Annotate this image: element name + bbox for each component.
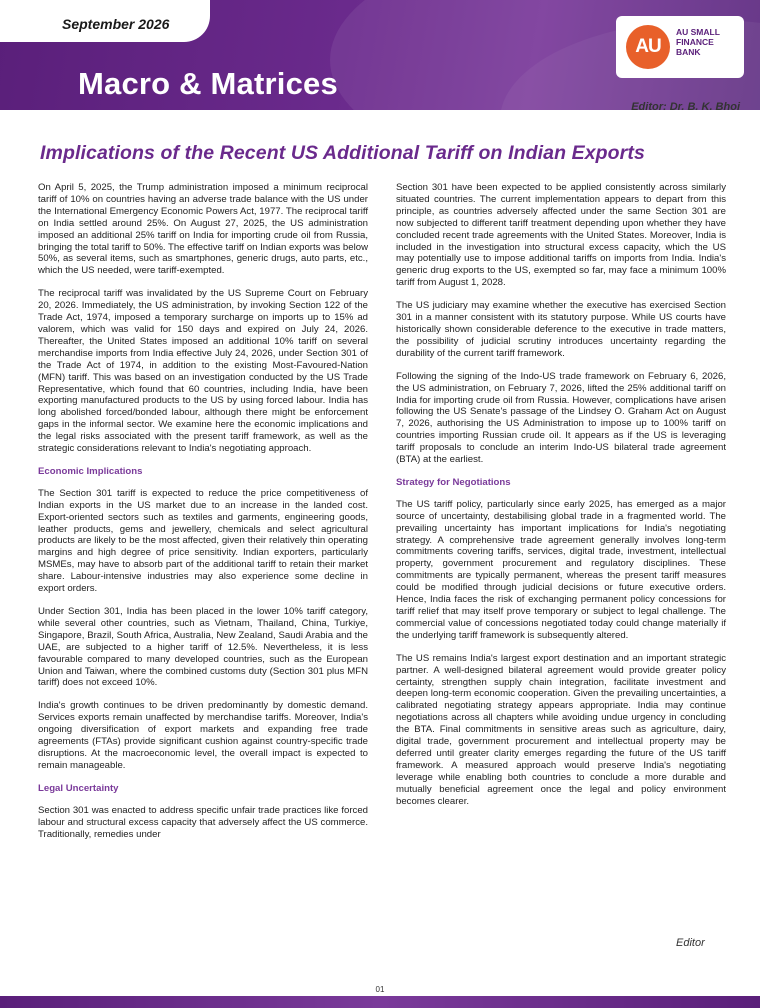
footer-bar [0, 996, 760, 1008]
editor-signature: Editor [676, 937, 705, 949]
paragraph: On April 5, 2025, the Trump administration imposed a minimum reciprocal tariff of 10% on countries having an adverse trade balance with the US under the International Emergency Economic Powers Act, 1977. The reciprocal tariff on India settled around 25%. On August 27, 2025, the US administration imposed an additional 25% tariff on India for importing crude oil from Russia, bringing the total tariff to 50%. The effective tariff on Indian exports was below 50%, as several items, such as smartphones, generic drugs, auto parts, etc., which the US needed, were tariff-exempted. [38, 182, 368, 277]
paragraph: The US tariff policy, particularly since early 2025, has emerged as a major source of uncertainty, destabilising global trade in a fragmented world. The prevailing uncertainty has important implications for India's negotiating strategy. A comprehensive trade agreement generally involves long-term commitments covering tariffs, services, digital trade, investment, intellectual property, government procurement and regulatory disciplines. These commitments are typically permanent, whereas the present tariff measures could be modified through judicial decisions or future executive orders. Hence, India faces the risk of exchanging permanent policy concessions for tariff relief that may itself prove temporary or subject to legal challenge. The commercial value of concessions negotiated today could change materially if the underlying tariff framework is subsequently altered. [396, 498, 726, 641]
section-heading-legal: Legal Uncertainty [38, 782, 119, 794]
paragraph: The reciprocal tariff was invalidated by the US Supreme Court on February 20, 2026. Immediately, the US administration, by invoking Section 122 of the Trade Act, 1974, imposed a temporary surcharge on imports up to 15% ad valorem, which was valid for 150 days and expired on July 24, 2026. Thereafter, the United States imposed an additional 10% tariff on several merchandise imports from India effective July 24, 2026, under Section 301 of the Trade Act of 1974, in addition to the existing Most-Favoured-Nation (MFN) tariff. This was based on an investigation conducted by the US Trade Representative, which found that 60 countries, including India, have been exporting manufactured products to the US by using forced labour. India has long abolished forced/bonded labour, although there might be enforcement gaps in the informal sector. We examine here the economic implications and the legal risks associated with the present tariff framework, as well as the strategic considerations relevant to India's negotiating approach. [38, 288, 368, 455]
editor-credit: Editor: Dr. B. K. Bhoi [631, 101, 740, 113]
logo-mark: AU [626, 25, 670, 69]
masthead [0, 0, 760, 110]
paragraph: The US judiciary may examine whether the executive has exercised Section 301 in a manner consistent with its statutory purpose. While US courts have historically shown considerable deference to the executive in trade matters, the possibility of judicial scrutiny introduces uncertainty regarding the durability of the current tariff framework. [396, 300, 726, 359]
paragraph: Under Section 301, India has been placed in the lower 10% tariff category, while several other countries, such as Vietnam, Thailand, China, Turkiye, Singapore, Brazil, South Africa, Australia, New Zealand, Saudi Arabia and the UAE, are subjected to a higher tariff of 12.5%. Nevertheless, it is less favourable compared to many developed countries, such as the European Union and Taiwan, where the combined customs duty (Section 301 plus MFN tariff) does not exceed 10%. [38, 606, 368, 689]
right-column [396, 182, 726, 819]
paragraph: Following the signing of the Indo-US trade framework on February 6, 2026, the US administration, on February 7, 2026, lifted the 25% additional tariff on India for importing crude oil from Russia. However, complications have arisen following the US Senate's passage of the Lindsey O. Graham Act on August 7, 2026, authorising the US Administration to impose up to 100% tariff on countries importing Russian crude oil. It appears as if the US is leveraging tariff proposals to conclude an interim Indo-US bilateral trade agreement (BTA) at the earliest. [396, 370, 726, 466]
section-heading-strategy: Strategy for Negotiations [396, 476, 511, 488]
issue-date: September 2026 [62, 16, 170, 32]
paragraph: Section 301 have been expected to be applied consistently across similarly situated countries. The current implementation appears to depart from this principle, as countries adversely affected under the same Section 301 are now subjected to different tariff treatment depending upon whether they have concluded recent trade agreements with the United States. Moreover, India is included in the investigation into structural excess capacity, which the US may potentially use to impose additional tariffs on imports from India. India's generic drug exports to the US, exempted so far, may face a minimum 100% tariff from August 1, 2028. [396, 182, 726, 289]
section-heading-economic: Economic Implications [38, 465, 143, 477]
logo-text: AU SMALL FINANCE BANK [676, 27, 720, 57]
bank-logo [616, 16, 744, 78]
paragraph: India's growth continues to be driven predominantly by domestic demand. Services exports remain unaffected by merchandise tariffs. Moreover, India's ongoing diversification of export markets and expanding free trade agreements (FTAs) provide significant cushion against country-specific trade disruptions. At the macroeconomic level, the overall impact is expected to remain manageable. [38, 700, 368, 771]
newsletter-title: Macro & Matrices [78, 66, 338, 101]
paragraph: The US remains India's largest export destination and an important strategic partner. A well-designed bilateral agreement would provide greater policy certainty, strengthen supply chain integration, facilitate investment and deepen long-term economic cooperation. Given the prevailing uncertainties, a calibrated negotiating strategy appears appropriate. India may continue negotiations across all chapters while avoiding undue urgency in concluding the BTA. Final commitments in sensitive areas such as agriculture, dairy, digital trade, government procurement and intellectual property may be deferred until greater clarity emerges regarding the future of the US tariff framework. A measured approach would preserve India's negotiating leverage while enabling both countries to conclude a more durable and mutually beneficial agreement once the legal and policy environment becomes clearer. [396, 652, 726, 807]
page-number: 01 [375, 985, 385, 994]
left-column [38, 182, 368, 851]
paragraph: Section 301 was enacted to address specific unfair trade practices like forced labour and structural excess capacity that adversely affect the US commerce. Traditionally, remedies under [38, 804, 368, 840]
article-headline: Implications of the Recent US Additional Tariff on Indian Exports [40, 142, 645, 164]
paragraph: The Section 301 tariff is expected to reduce the price competitiveness of Indian exports in the US market due to an increase in the landed cost. Export-oriented sectors such as textiles and garments, engineering goods, leather products, gems and jewellery, chemicals and select agricultural products are likely to be the most affected, given their relatively thin operating margins and high degree of price sensitivity. Indian exporters, particularly MSMEs, may have to absorb part of the additional tariff to retain their market share. Labour-intensive industries may also experience some decline in export orders. [38, 487, 368, 595]
